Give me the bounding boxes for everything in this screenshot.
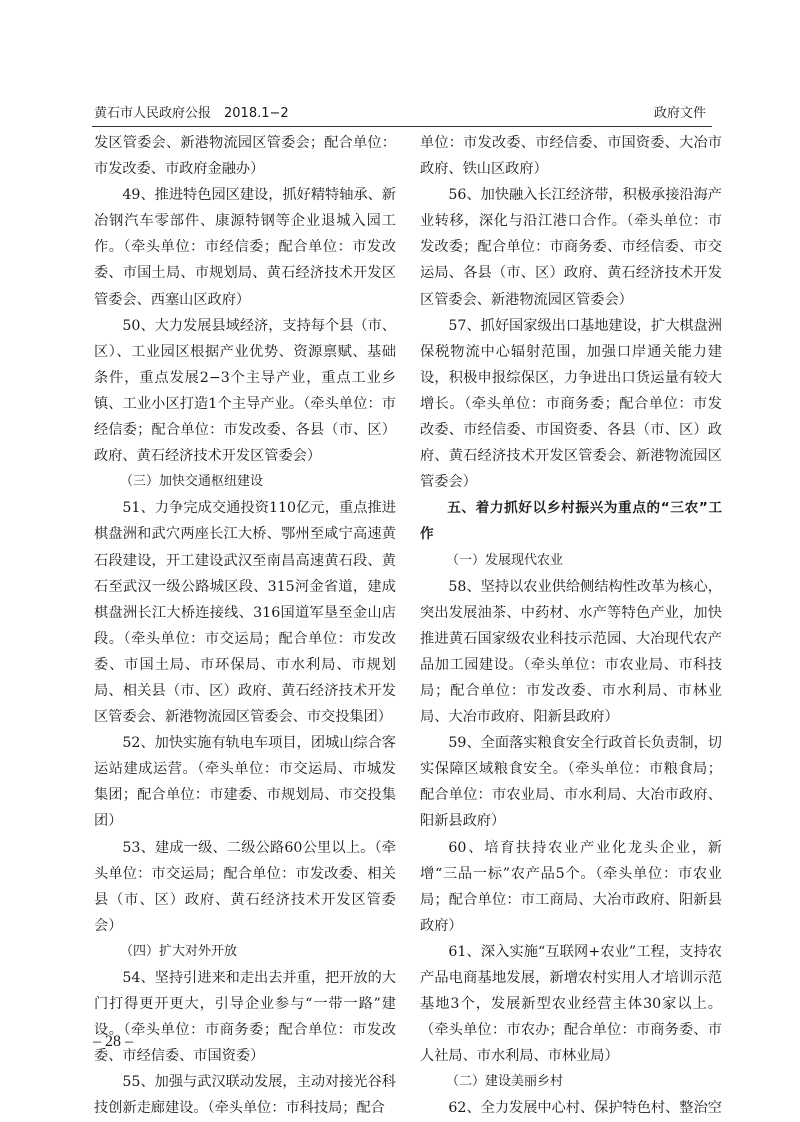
- subheading: （一）发展现代农业: [446, 552, 564, 568]
- running-header: [92, 104, 712, 127]
- list-item-paragraph: 57、抓好国家级出口基地建设，扩大棋盘洲保税物流中心辐射范围，加强口岸通关能力建设，积极申报综保区，力争进出口货运量有较大增长。（牵头单位：市商务委；配合单位：市发改委、市经信委、市国资委、各县（市、区）政府、黄石经济技术开发区管委会、新港物流园区管委会）: [420, 317, 722, 491]
- left-column: [94, 130, 396, 1122]
- section-label: 政府文件: [653, 106, 706, 121]
- list-item-paragraph: 52、加快实施有轨电车项目，团城山综合客运站建成运营。（牵头单位：市交运局、市城发集团；配合单位：市建委、市规划局、市交投集团）: [94, 735, 396, 830]
- list-item-paragraph: 60、培育扶持农业产业化龙头企业，新增“三品一标”农产品5个。（牵头单位：市农业局；配合单位：市工商局、大冶市政府、阳新县政府）: [420, 839, 722, 934]
- list-item-paragraph: 49、推进特色园区建设，抓好精特轴承、新冶钢汽车零部件、康源特钢等企业退城入园工作。（牵头单位：市经信委；配合单位：市发改委、市国土局、市规划局、黄石经济技术开发区管委会、西塞山区政府）: [94, 187, 396, 308]
- continued-paragraph: 发区管委会、新港物流园区管委会；配合单位：市发改委、市政府金融办）: [94, 135, 396, 178]
- subheading: （三）加快交通枢纽建设: [120, 474, 264, 490]
- list-item-paragraph: 59、全面落实粮食安全行政首长负责制，切实保障区域粮食安全。（牵头单位：市粮食局；配合单位：市农业局、市水利局、大冶市政府、阳新县政府）: [420, 735, 722, 830]
- list-item-paragraph: 56、加快融入长江经济带，积极承接沿海产业转移，深化与沿江港口合作。（牵头单位：市发改委；配合单位：市商务委、市经信委、市交运局、各县（市、区）政府、黄石经济技术开发区管委会、新港物流园区管委会）: [420, 187, 722, 308]
- list-item-paragraph: 58、坚持以农业供给侧结构性改革为核心，突出发展油茶、中药材、水产等特色产业，加快推进黄石国家级农业科技示范园、大冶现代农产品加工园建设。（牵头单位：市农业局、市科技局；配合单位：市发改委、市水利局、市林业局、大冶市政府、阳新县政府）: [420, 578, 722, 726]
- right-column: [420, 130, 722, 1122]
- subheading: （四）扩大对外开放: [120, 943, 238, 959]
- journal-title: 黄石市人民政府公报 2018.1−2: [94, 106, 289, 121]
- page-number: – 28 –: [93, 1033, 133, 1050]
- list-item-paragraph: 55、加强与武汉联动发展，主动对接光谷科技创新走廊建设。（牵头单位：市科技局；配合: [94, 1074, 396, 1117]
- list-item-paragraph: 53、建成一级、二级公路60公里以上。（牵头单位：市交运局；配合单位：市发改委、相关县（市、区）政府、黄石经济技术开发区管委会）: [94, 839, 396, 934]
- section-heading: 五、着力抓好以乡村振兴为重点的“三农”工作: [420, 500, 722, 543]
- list-item-paragraph: 51、力争完成交通投资110亿元，重点推进棋盘洲和武穴两座长江大桥、鄂州至咸宁高速黄石段建设，开工建设武汉至南昌高速黄石段、黄石至武汉一级公路城区段、315河金省道，建成棋盘洲长江大桥连接线、316国道军垦至金山店段。（牵头单位：市交运局；配合单位：市发改委、市国土局、市环保局、市水利局、市规划局、相关县（市、区）政府、黄石经济技术开发区管委会、新港物流园区管委会、市交投集团）: [94, 500, 396, 726]
- list-item-paragraph: 61、深入实施“互联网+农业”工程，支持农产品电商基地发展，新增农村实用人才培训示范基地3个，发展新型农业经营主体30家以上。（牵头单位：市农办；配合单位：市商务委、市人社局、市水利局、市林业局）: [420, 943, 722, 1065]
- list-item-paragraph: 62、全力发展中心村、保护特色村、整治空: [448, 1100, 722, 1117]
- list-item-paragraph: 54、坚持引进来和走出去并重，把开放的大门打得更开更大，引导企业参与“一带一路”建设。（牵头单位：市商务委；配合单位：市发改委、市经信委、市国资委）: [94, 970, 396, 1065]
- list-item-paragraph: 50、大力发展县域经济，支持每个县（市、区）、工业园区根据产业优势、资源禀赋、基础条件，重点发展2−3个主导产业，重点工业乡镇、工业小区打造1个主导产业。（牵头单位：市经信委；配合单位：市发改委、各县（市、区）政府、黄石经济技术开发区管委会）: [94, 317, 396, 465]
- subheading: （二）建设美丽乡村: [446, 1074, 564, 1090]
- continued-paragraph: 单位：市发改委、市经信委、市国资委、大冶市政府、铁山区政府）: [420, 135, 722, 178]
